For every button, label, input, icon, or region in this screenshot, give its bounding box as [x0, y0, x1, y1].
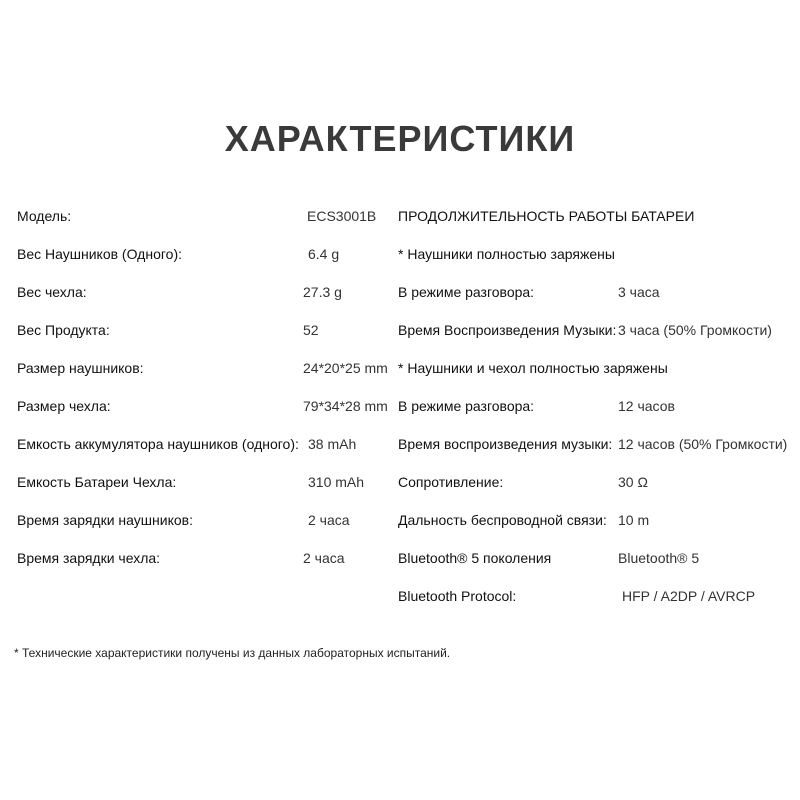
- spec-label: В режиме разговора:: [398, 398, 535, 414]
- spec-label: Время зарядки наушников:: [17, 512, 193, 528]
- spec-label: Время Воспроизведения Музыки:: [398, 322, 617, 338]
- spec-value: 3 часа: [618, 284, 660, 300]
- spec-label: Время зарядки чехла:: [17, 550, 161, 566]
- spec-value: 12 часов: [618, 398, 675, 414]
- spec-value: 6.4 g: [308, 246, 340, 262]
- spec-label: Вес чехла:: [17, 284, 87, 300]
- right-spec-column: [398, 201, 798, 619]
- spec-value: 24*20*25 mm: [303, 360, 388, 376]
- spec-row-case-charge-time: [17, 543, 397, 581]
- case-charged-note: * Наушники и чехол полностью заряжены: [398, 360, 668, 376]
- earbuds-charged-note: * Наушники полностью заряжены: [398, 246, 615, 262]
- spec-row-music-time-earbuds: [398, 315, 798, 353]
- spec-label: В режиме разговора:: [398, 284, 535, 300]
- spec-label: Дальность беспроводной связи:: [398, 512, 607, 528]
- earbuds-charged-note-row: [398, 239, 798, 277]
- battery-life-heading-row: [398, 201, 798, 239]
- spec-row-music-time-case: [398, 429, 798, 467]
- spec-row-earbud-battery: [17, 429, 397, 467]
- spec-row-talk-time-case: [398, 391, 798, 429]
- spec-row-bluetooth-protocol: [398, 581, 798, 619]
- spec-row-earbud-size: [17, 353, 397, 391]
- spec-label: Время воспроизведения музыки:: [398, 436, 613, 452]
- spec-value: 12 часов (50% Громкости): [618, 436, 788, 452]
- spec-row-model: [17, 201, 397, 239]
- spec-row-case-battery: [17, 467, 397, 505]
- spec-value: 2 часа: [303, 550, 345, 566]
- spec-value: 38 mAh: [308, 436, 357, 452]
- spec-label: Модель:: [17, 208, 72, 224]
- case-charged-note-row: [398, 353, 798, 391]
- footnote: * Технические характеристики получены из данных лабораторных испытаний.: [14, 646, 451, 660]
- spec-label: Размер чехла:: [17, 398, 111, 414]
- spec-label: Сопротивление:: [398, 474, 504, 490]
- spec-value: ECS3001B: [307, 208, 377, 224]
- spec-row-earbud-weight: [17, 239, 397, 277]
- battery-life-heading: ПРОДОЛЖИТЕЛЬНОСТЬ РАБОТЫ БАТАРЕИ: [398, 208, 695, 224]
- spec-value: HFP / A2DP / AVRCP: [622, 588, 756, 604]
- spec-row-earbud-charge-time: [17, 505, 397, 543]
- spec-row-impedance: [398, 467, 798, 505]
- spec-value: 2 часа: [308, 512, 350, 528]
- spec-value: 310 mAh: [308, 474, 365, 490]
- spec-value: Bluetooth® 5: [618, 550, 700, 566]
- spec-row-talk-time-earbuds: [398, 277, 798, 315]
- spec-label: Вес Наушников (Одного):: [17, 246, 182, 262]
- spec-value: 52: [303, 322, 319, 338]
- page-title: ХАРАКТЕРИСТИКИ: [224, 118, 576, 159]
- spec-row-bluetooth-version: [398, 543, 798, 581]
- spec-label: Размер наушников:: [17, 360, 144, 376]
- left-spec-column: [17, 201, 397, 581]
- spec-row-product-weight: [17, 315, 397, 353]
- spec-label: Емкость Батареи Чехла:: [17, 474, 177, 490]
- spec-label: Вес Продукта:: [17, 322, 110, 338]
- spec-value: 10 m: [618, 512, 650, 528]
- spec-value: 30 Ω: [618, 474, 648, 490]
- spec-row-wireless-range: [398, 505, 798, 543]
- spec-value: 27.3 g: [303, 284, 342, 300]
- spec-label: Bluetooth® 5 поколения: [398, 550, 552, 566]
- spec-label: Bluetooth Protocol:: [398, 588, 517, 604]
- spec-row-case-weight: [17, 277, 397, 315]
- spec-row-case-size: [17, 391, 397, 429]
- spec-label: Емкость аккумулятора наушников (одного):: [17, 436, 299, 452]
- spec-value: 3 часа (50% Громкости): [618, 322, 772, 338]
- spec-value: 79*34*28 mm: [303, 398, 388, 414]
